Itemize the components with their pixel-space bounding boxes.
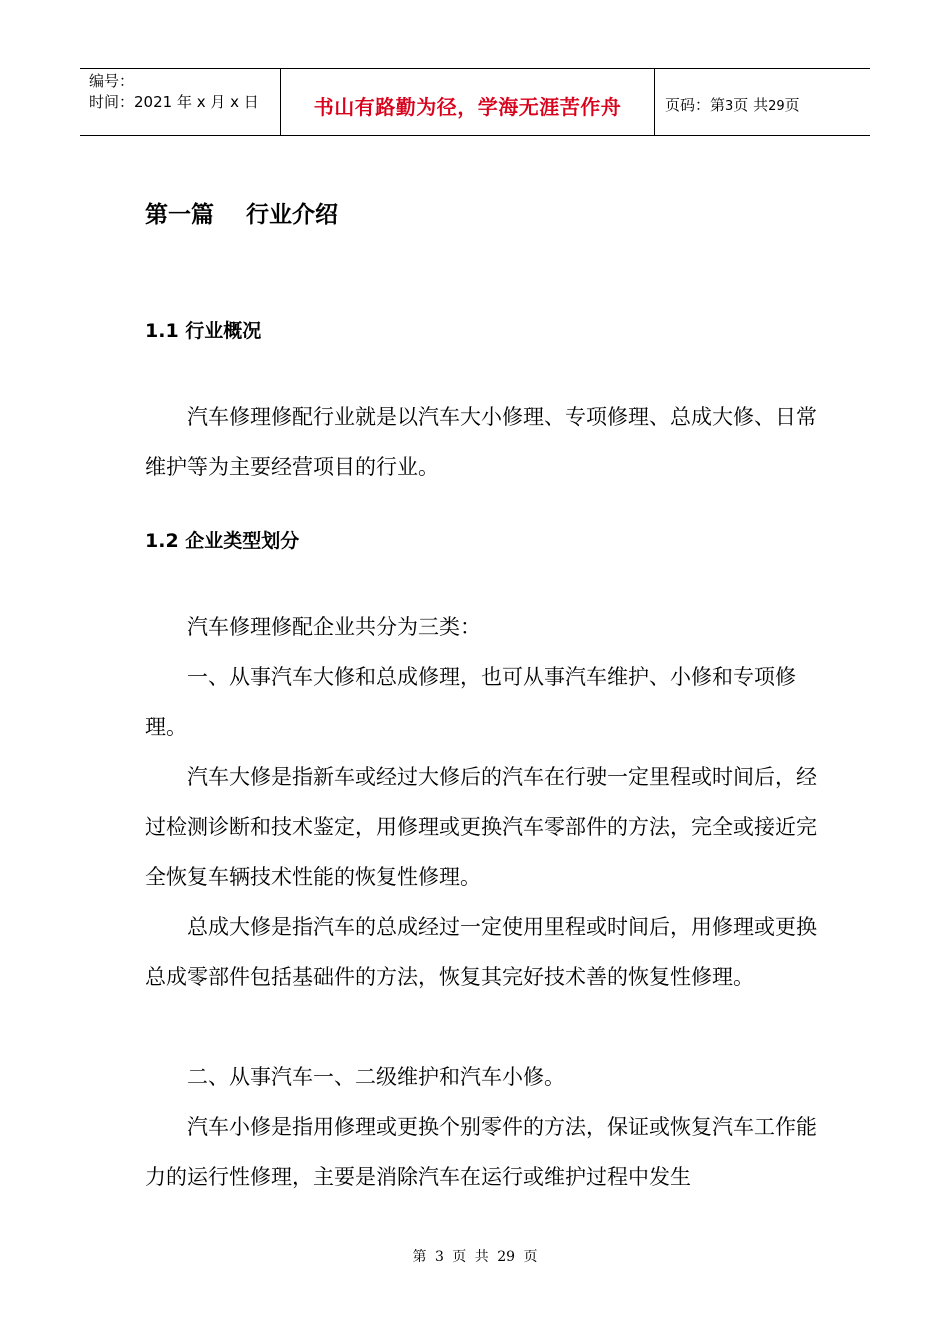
paragraph: 汽车大修是指新车或经过大修后的汽车在行驶一定里程或时间后，经过检测诊断和技术鉴定，用修理或更换汽车零部件的方法，完全或接近完全恢复车辆技术性能的恢复性修理。 xyxy=(145,765,817,889)
paragraph: 一、从事汽车大修和总成修理，也可从事汽车维护、小修和专项修理。 xyxy=(145,665,796,739)
page-prefix: 页码：第 xyxy=(665,96,726,114)
page-suffix: 页 xyxy=(784,96,800,114)
paragraph: 二、从事汽车一、二级维护和汽车小修。 xyxy=(187,1065,565,1089)
page-total: 29 xyxy=(768,99,785,114)
chapter-title: 第一篇 行业介绍 xyxy=(145,202,339,228)
document-header xyxy=(80,68,870,136)
page-footer: 第 3 页 共 29 页 xyxy=(412,1249,538,1265)
number-label: 编号： xyxy=(89,72,135,90)
section-title-1-2: 1.2 企业类型划分 xyxy=(145,530,300,552)
header-page-cell xyxy=(655,69,870,135)
page-mid: 页 共 xyxy=(733,96,769,114)
date-label: 时间：2021 年 x 月 x 日 xyxy=(89,93,259,111)
paragraph: 总成大修是指汽车的总成经过一定使用里程或时间后，用修理或更换总成零部件包括基础件的方法，恢复其完好技术善的恢复性修理。 xyxy=(145,915,817,989)
page-info xyxy=(665,94,800,115)
section-title-1-1: 1.1 行业概况 xyxy=(145,320,262,342)
paragraph: 汽车修理修配行业就是以汽车大小修理、专项修理、总成大修、日常维护等为主要经营项目的行业。 xyxy=(145,405,817,479)
paragraph: 汽车修理修配企业共分为三类： xyxy=(187,615,481,639)
paragraph: 汽车小修是指用修理或更换个别零件的方法，保证或恢复汽车工作能力的运行性修理，主要是消除汽车在运行或维护过程中发生 xyxy=(145,1115,817,1189)
motto: 书山有路勤为径，学海无涯苦作舟 xyxy=(313,95,622,119)
header-motto-cell xyxy=(281,69,655,135)
page-current: 3 xyxy=(725,99,734,114)
header-meta-cell xyxy=(80,69,281,135)
